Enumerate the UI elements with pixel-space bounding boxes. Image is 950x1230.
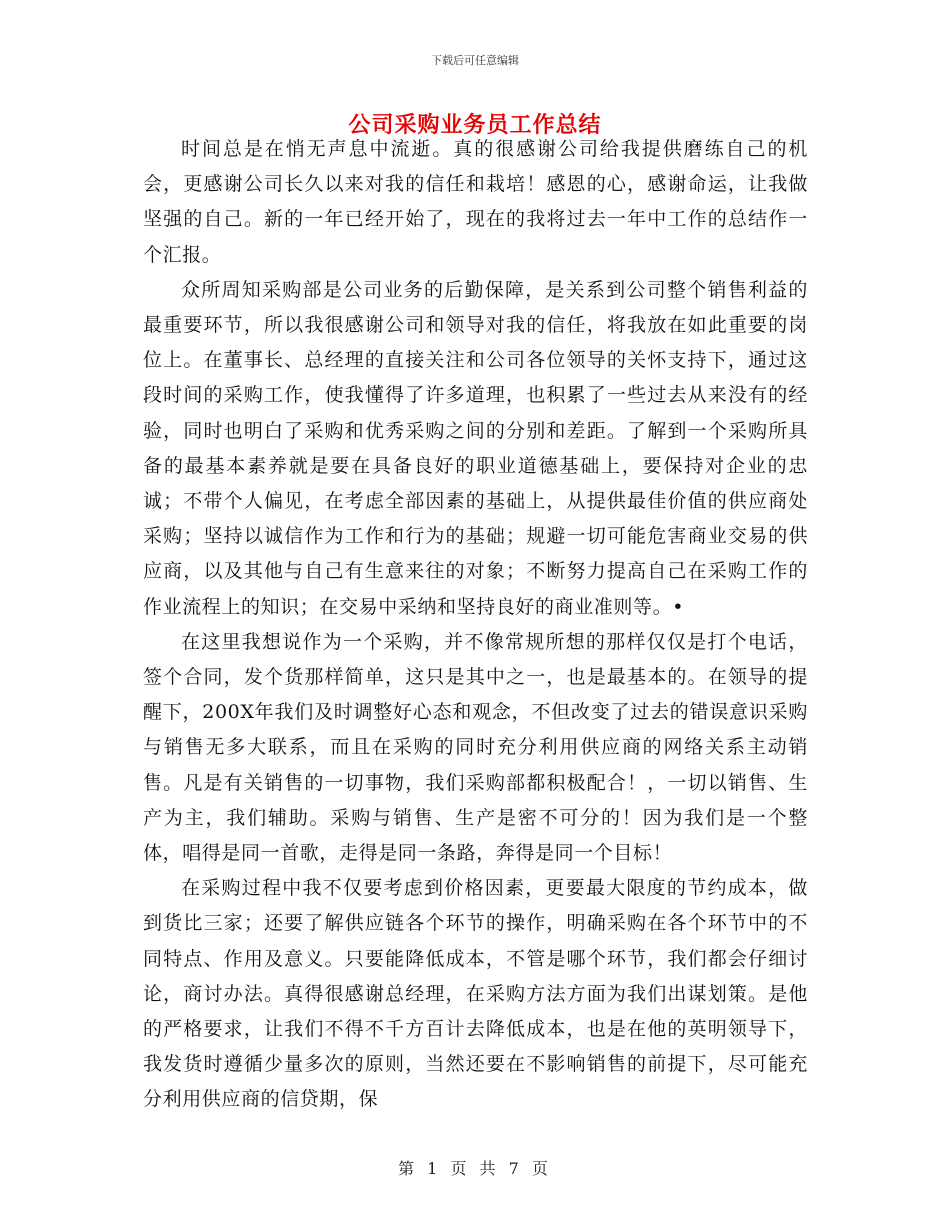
document-body <box>143 132 808 1118</box>
paragraph-1: 时间总是在悄无声息中流逝。真的很感谢公司给我提供磨练自己的机会，更感谢公司长久以来对我的信任和栽培！感恩的心，感谢命运，让我做坚强的自己。新的一年已经开始了，现在的我将过去一年中工作的总结作一个汇报。 <box>143 138 808 266</box>
page-number: 第 1 页 共 7 页 <box>398 1159 552 1178</box>
paragraph-2: 众所周知采购部是公司业务的后勤保障，是关系到公司整个销售利益的最重要环节，所以我很感谢公司和领导对我的信任，将我放在如此重要的岗位上。在董事长、总经理的直接关注和公司各位领导的关怀支持下，通过这段时间的采购工作，使我懂得了许多道理，也积累了一些过去从来没有的经验，同时也明白了采购和优秀采购之间的分别和差距。了解到一个采购所具备的最基本素养就是要在具备良好的职业道德基础上，要保持对企业的忠诚；不带个人偏见，在考虑全部因素的基础上，从提供最佳价值的供应商处采购；坚持以诚信作为工作和行为的基础；规避一切可能危害商业交易的供应商，以及其他与自己有生意来往的对象；不断努力提高自己在采购工作的作业流程上的知识；在交易中采纳和坚持良好的商业准则等。• <box>143 278 808 618</box>
document-title: 公司采购业务员工作总结 <box>348 112 602 138</box>
page-header: 下载后可任意编辑 <box>431 54 519 67</box>
paragraph-4: 在采购过程中我不仅要考虑到价格因素，更要最大限度的节约成本，做到货比三家；还要了解供应链各个环节的操作，明确采购在各个环节中的不同特点、作用及意义。只要能降低成本，不管是哪个环节，我们都会仔细讨论，商讨办法。真得很感谢总经理，在采购方法方面为我们出谋划策。是他的严格要求，让我们不得不千方百计去降低成本，也是在他的英明领导下，我发货时遵循少量多次的原则，当然还要在不影响销售的前提下，尽可能充分利用供应商的信贷期，保 <box>143 877 808 1111</box>
paragraph-3: 在这里我想说作为一个采购，并不像常规所想的那样仅仅是打个电话，签个合同，发个货那样简单，这只是其中之一，也是最基本的。在领导的提醒下，200X年我们及时调整好心态和观念，不但改变了过去的错误意识采购与销售无多大联系，而且在采购的同时充分利用供应商的网络关系主动销售。凡是有关销售的一切事物，我们采购部都积极配合！，一切以销售、生产为主，我们辅助。采购与销售、生产是密不可分的！因为我们是一个整体，唱得是同一首歌，走得是同一条路，奔得是同一个目标！ <box>143 630 808 865</box>
